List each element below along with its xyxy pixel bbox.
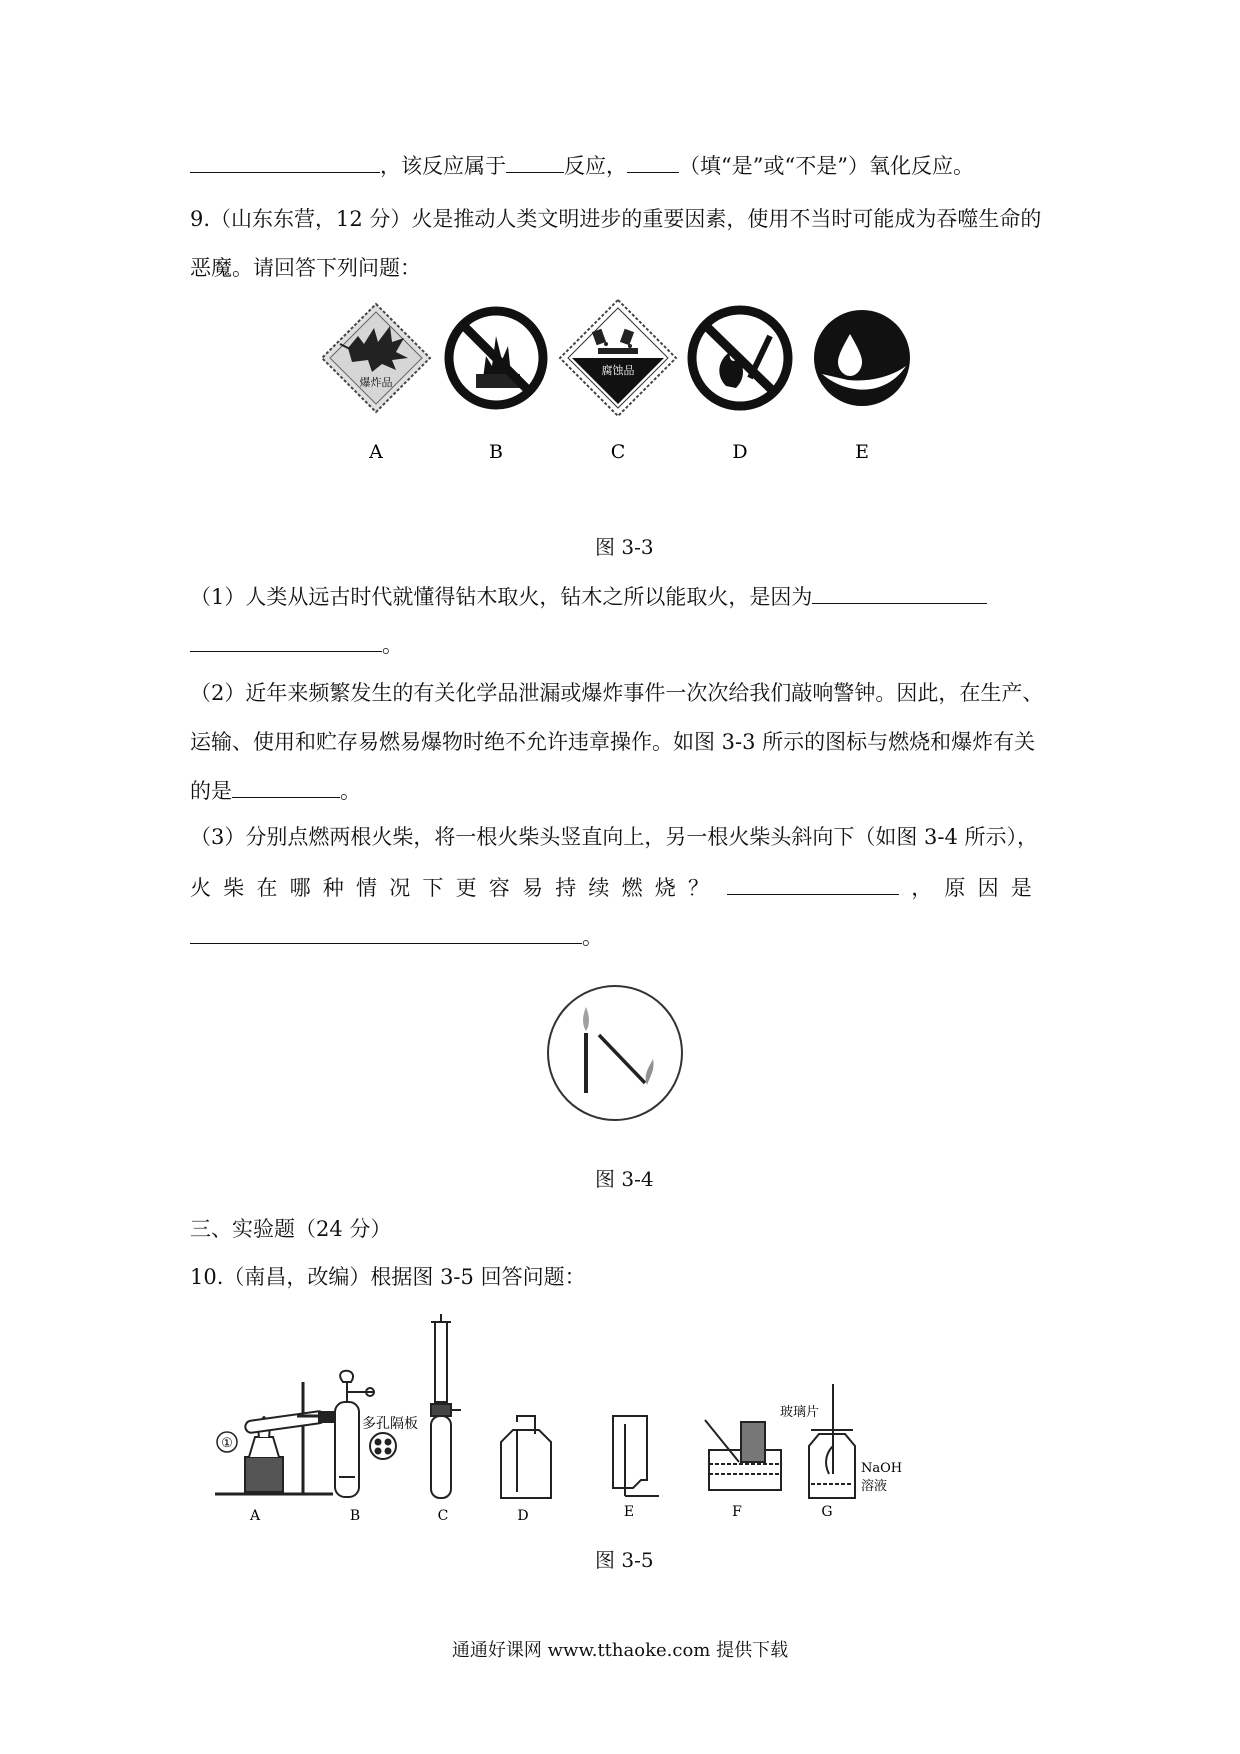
apparatus-c	[431, 1314, 461, 1498]
answer-blank[interactable]	[232, 775, 340, 798]
figure-3-3-signs	[300, 296, 940, 476]
marker-1: ①	[221, 1436, 233, 1451]
figure-3-5-apparatus	[205, 1312, 1025, 1522]
sign-label-b: B	[489, 441, 503, 463]
g-naoh-note: NaOH	[861, 1461, 903, 1476]
q9-p2-line1: （2）近年来频繁发生的有关化学品泄漏或爆炸事件一次次给我们敲响警钟。因此，在生产、	[190, 681, 1044, 705]
answer-blank[interactable]	[190, 921, 582, 944]
q9-p1-line1	[190, 581, 987, 612]
figure-3-4-caption: 图 3-4	[595, 1167, 654, 1191]
sign-label-e: E	[855, 441, 869, 463]
figure-3-3-caption: 图 3-3	[595, 535, 654, 559]
q9-intro-line1: 9.（山东东营，12 分）火是推动人类文明进步的重要因素，使用不当时可能成为吞噬生命的	[190, 207, 1042, 231]
q9-p1-end: 。	[382, 633, 403, 657]
answer-blank[interactable]	[812, 581, 987, 604]
q8-text-b: 反应，	[564, 154, 627, 178]
q9-p3-end: 。	[582, 925, 603, 949]
q10-intro: 10.（南昌，改编）根据图 3-5 回答问题：	[190, 1265, 586, 1289]
no-smoking-fire-sign-icon	[449, 311, 543, 405]
sign-a-text: 爆炸品	[359, 376, 393, 389]
q9-p2-line3	[190, 775, 361, 806]
answer-blank[interactable]	[727, 872, 899, 895]
water-saving-sign-icon	[814, 310, 910, 406]
q9-p2-line2: 运输、使用和贮存易燃易爆物时绝不允许违章操作。如图 3-3 所示的图标与燃烧和爆炸有关	[190, 730, 1036, 754]
apparatus-f	[705, 1420, 781, 1490]
answer-blank[interactable]	[506, 150, 564, 173]
b-porous-plate-note: 多孔隔板	[362, 1416, 418, 1432]
apparatus-label-c: C	[437, 1508, 449, 1524]
g-solution-note: 溶液	[861, 1479, 888, 1494]
figure-3-5-caption: 图 3-5	[595, 1548, 654, 1572]
apparatus-label-b: B	[349, 1508, 361, 1524]
corrosive-sign-icon	[560, 300, 676, 416]
answer-blank[interactable]	[190, 629, 382, 652]
g-glass-plate-note: 玻璃片	[780, 1405, 820, 1420]
sign-label-a: A	[369, 441, 383, 463]
q9-p3-line1: （3）分别点燃两根火柴，将一根火柴头竖直向上，另一根火柴头斜向下（如图 3-4 所示），	[190, 825, 1039, 849]
section-3-heading: 三、实验题（24 分）	[190, 1217, 392, 1241]
apparatus-label-d: D	[517, 1508, 529, 1524]
apparatus-b	[335, 1371, 396, 1497]
figure-3-4-matches	[545, 985, 685, 1125]
q9-p1-text: （1）人类从远古时代就懂得钻木取火，钻木之所以能取火，是因为	[190, 585, 813, 609]
sign-c-text: 腐蚀品	[601, 364, 635, 377]
q9-p3-line3	[190, 921, 603, 952]
q9-p2-prefix: 的是	[190, 779, 232, 803]
explosive-sign-icon	[322, 304, 430, 412]
apparatus-label-e: E	[623, 1504, 635, 1520]
apparatus-label-a: A	[249, 1508, 261, 1524]
apparatus-label-g: G	[821, 1504, 833, 1520]
apparatus-g	[809, 1384, 855, 1498]
answer-blank[interactable]	[627, 150, 679, 173]
answer-blank[interactable]	[190, 150, 380, 173]
no-open-flame-sign-icon	[692, 310, 788, 406]
q9-p3-question: 火柴在哪种情况下更容易持续燃烧？	[190, 876, 722, 900]
sign-label-c: C	[610, 441, 626, 463]
sign-label-d: D	[732, 441, 748, 463]
apparatus-e	[613, 1416, 659, 1496]
page-footer: 通通好课网 www.tthaoke.com 提供下载	[451, 1640, 789, 1661]
apparatus-label-f: F	[732, 1504, 742, 1520]
q9-p3-mid: ，原因是	[911, 876, 1045, 900]
q8-tail-line	[190, 150, 974, 181]
q8-text-a: ，该反应属于	[380, 154, 506, 178]
q8-text-c: （填“是”或“不是”）氧化反应。	[679, 154, 974, 178]
q9-p1-line2	[190, 629, 403, 660]
q9-p2-end: 。	[340, 779, 361, 803]
q9-intro-line2: 恶魔。请回答下列问题：	[190, 256, 421, 280]
apparatus-d	[501, 1416, 551, 1498]
q9-p3-line2	[190, 872, 1044, 903]
